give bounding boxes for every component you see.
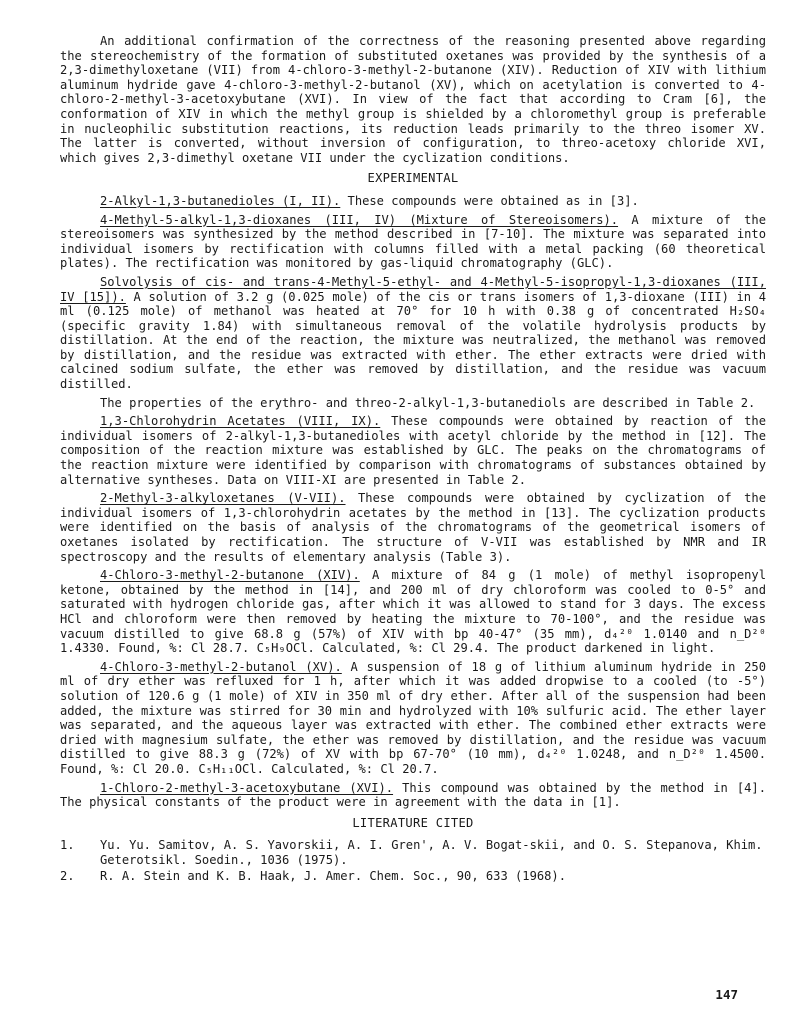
section-body: These compounds were obtained as in [3]. bbox=[340, 193, 639, 208]
section-body: These compounds were obtained by cyclization of the individual isomers of 1,3-chlorohydrin acetates by the method in [13]. The cyclization products were identified on the basis of analysis of the chromatograms of the geometrical isomers of oxetanes isolated by rectification. The structure of V-VII was established by NMR and IR spectroscopy and the results of elementary analysis (Table 3). bbox=[60, 491, 766, 564]
intro-paragraph: An additional confirmation of the correctness of the reasoning presented above regarding the stereochemistry of the formation of substituted oxetanes was provided by the synthesis of a 2,3-dimethyloxetane (VII) from 4-chloro-3-methyl-2-butanone (XIV). Reduction of XIV with lithium aluminum hydride gave 4-chloro-3-methyl-2-butanol (XV), which on acetylation is converted to 4-chloro-2-methyl-3-acetoxybutane (XVI). In view of the fact that according to Cram [6], the conformation of XIV in which the methyl group is shielded by a chloromethyl group is preferable in nucleophilic substitution reactions, its reduction leads primarily to the threo isomer XV. The latter is converted, without inversion of configuration, to threo-acetoxy chloride XVI, which gives 2,3-dimethyl oxetane VII under the cyclization conditions. bbox=[60, 34, 766, 165]
section-title: 4-Chloro-3-methyl-2-butanone (XIV). bbox=[100, 568, 360, 583]
experimental-heading: EXPERIMENTAL bbox=[367, 171, 459, 186]
section-body: This compound was obtained by the method in [4]. The physical constants of the product were in agreement with the data in [1]. bbox=[60, 780, 766, 810]
reference-text: Yu. Yu. Samitov, A. S. Yavorskii, A. I. Gren', A. V. Bogat-skii, and O. S. Stepanova, Khim. Geterotsikl. Soedin., 1036 (1975). bbox=[100, 838, 763, 867]
section-solvolysis bbox=[60, 275, 766, 392]
section-chloro-butanone bbox=[60, 568, 766, 656]
reference-item bbox=[60, 838, 766, 867]
reference-text: R. A. Stein and K. B. Haak, J. Amer. Chem. Soc., 90, 633 (1968). bbox=[100, 869, 566, 884]
section-alkyl-butanedioles bbox=[60, 194, 766, 209]
reference-item bbox=[60, 869, 766, 884]
section-title: Solvolysis of cis- and trans-4-Methyl-5-ethyl- and 4-Methyl-5-isopropyl-1,3-dioxanes (III, IV [15]). bbox=[60, 274, 766, 304]
section-title: 2-Methyl-3-alkyloxetanes (V-VII). bbox=[100, 491, 346, 506]
section-title: 1-Chloro-2-methyl-3-acetoxybutane (XVI). bbox=[100, 780, 394, 795]
reference-number: 2. bbox=[60, 869, 75, 884]
section-body: A solution of 3.2 g (0.025 mole) of the cis or trans isomers of 1,3-dioxane (III) in 4 ml (0.125 mole) of methanol was heated at 70° for 10 h with 0.38 g of concentrated H₂SO₄ (specific gravity 1.84) with simultaneous removal of the volatile hydrolysis products by distillation. At the end of the reaction, the mixture was neutralized, the methanol was removed by distillation, and the residue was extracted with ether. The ether extracts were dried with calcined sodium sulfate, the ether was removed by distillation, and the residue was vacuum distilled. bbox=[60, 289, 767, 392]
reference-list bbox=[60, 838, 766, 884]
section-properties-note bbox=[60, 396, 766, 411]
page-number: 147 bbox=[715, 987, 738, 1002]
section-chloro-acetoxybutane bbox=[60, 781, 766, 810]
section-body: A suspension of 18 g of lithium aluminum hydride in 250 ml of dry ether was refluxed for 1 h, after which it was added dropwise to a cooled (to -5°) solution of 120.6 g (1 mole) of XIV in 350 ml of dry ether. After all of the suspension had been added, the mixture was stirred for 30 min and hydrolyzed with 10% sulfuric acid. The ether layer was separated, and the aqueous layer was extracted with ether. The combined ether extracts were dried with magnesium sulfate, the ether was removed by distillation, and the residue was vacuum distilled to give 88.3 g (72%) of XV with bp 67-70° (10 mm), d₄²⁰ 1.0248, and n_D²⁰ 1.4500. Found, %: Cl 20.0. C₅H₁₁OCl. Calculated, %: Cl 20.7. bbox=[60, 659, 766, 776]
reference-number: 1. bbox=[60, 838, 75, 853]
section-chlorohydrin-acetates bbox=[60, 414, 766, 487]
section-body: A mixture of 84 g (1 mole) of methyl isopropenyl ketone, obtained by the method in [14], and 200 ml of dry chloroform was cooled to 0-5° and saturated with hydrogen chloride gas, after which it was allowed to stand for 3 days. The excess HCl and chloroform were then removed by heating the mixture to 70-100°, and the residue was vacuum distilled to give 68.8 g (57%) of XIV with bp 40-47° (35 mm), d₄²⁰ 1.0140 and n_D²⁰ 1.4330. Found, %: Cl 28.7. C₅H₉OCl. Calculated, %: Cl 29.4. The product darkened in light. bbox=[60, 568, 766, 656]
section-title: 4-Chloro-3-methyl-2-butanol (XV). bbox=[100, 659, 342, 674]
section-body: A mixture of the stereoisomers was synthesized by the method described in [7-10]. The mixture was separated into individual isomers by rectification with columns filled with a metal packing (60 theoretical plates). The rectification was monitored by gas-liquid chromatography (GLC). bbox=[60, 212, 766, 271]
section-body: The properties of the erythro- and threo-2-alkyl-1,3-butanediols are described in Table 2. bbox=[100, 395, 756, 410]
section-chloro-butanol bbox=[60, 660, 766, 777]
section-methyl-alkyloxetanes bbox=[60, 491, 766, 564]
section-body: These compounds were obtained by reaction of the individual isomers of 2-alkyl-1,3-butanedioles with acetyl chloride by the method in [12]. The composition of the reaction mixture was established by GLC. The peaks on the chromatograms of the reaction mixture were identified by comparison with chromatograms of substances obtained by alternative syntheses. Data on VIII-XI are presented in Table 2. bbox=[60, 414, 766, 487]
section-title: 2-Alkyl-1,3-butanedioles (I, II). bbox=[100, 193, 341, 208]
section-methyl-alkyl-dioxanes bbox=[60, 213, 766, 271]
section-title: 4-Methyl-5-alkyl-1,3-dioxanes (III, IV) (Mixture of Stereoisomers). bbox=[100, 212, 619, 227]
section-title: 1,3-Chlorohydrin Acetates (VIII, IX). bbox=[100, 414, 381, 429]
article-body bbox=[60, 34, 766, 886]
literature-heading: LITERATURE CITED bbox=[352, 815, 474, 830]
